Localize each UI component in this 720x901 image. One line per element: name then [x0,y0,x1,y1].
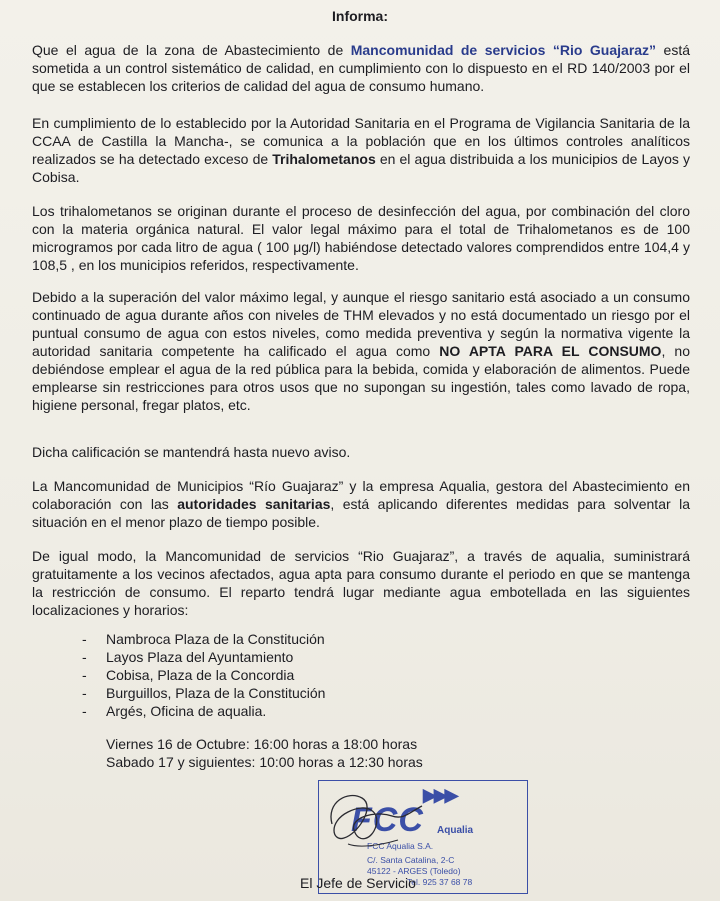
stamp-brand: Aqualia [437,825,474,836]
stamp-phone: Tel. 925 37 68 78 [407,877,473,887]
schedule-block [106,735,423,771]
paragraph-warning-a: Debido a la superación del valor máximo legal, y aunque el riesgo sanitario está asociado a un consumo continuado de agua durante años con niveles de THM elevados y no está documentado un riesgo por el puntual consumo de agua con estos niveles, como medida preventiva y según la normativa vigente la autoridad sanitaria competente ha calificado el agua como [32,289,690,359]
list-item: - Burguillos, Plaza de la Constitución [82,685,326,701]
stamp-street: C/. Santa Catalina, 2-C [367,855,455,865]
paragraph-warning [32,288,690,414]
location-list [82,630,325,720]
fcc-logo: FCC [351,801,424,839]
paragraph-intro-b: está sometida a un control sistemático de calidad, en cumplimiento con lo dispuesto en el RD 140/2003 por el que se establecen los criterios de calidad del agua de consumo humano. [32,42,691,94]
list-item: - Nambroca Plaza de la Constitución [82,631,325,647]
paragraph-distribution: De igual modo, la Mancomunidad de servicios “Rio Guajaraz”, a través de aqualia, suministrará gratuitamente a los vecinos afectados, agua apta para consumo durante el periodo en que se mantenga la restricción de consumo. El reparto tendrá lugar mediante agua embotellada en las siguientes localizaciones y horarios: [32,548,690,618]
location-label: Nambroca Plaza de la Constitución [106,631,325,647]
paragraph-intro-a: Que el agua de la zona de Abastecimiento de [32,42,351,58]
page-title: Informa: [332,8,388,24]
schedule-friday: Viernes 16 de Octubre: 16:00 horas a 18:00 horas [106,736,418,752]
paragraph-measures [32,477,690,531]
autoridades-bold: autoridades sanitarias [177,496,331,512]
list-item: - Layos Plaza del Ayuntamiento [82,649,294,665]
handwritten-signature-icon [318,782,438,862]
trihalometanos-bold: Trihalometanos [272,151,376,167]
paragraph-until-notice: Dicha calificación se mantendrá hasta nuevo aviso. [32,444,351,460]
paragraph-measures-b: , está aplicando diferentes medidas para solventar la situación en el menor plazo de tiempo posible. [32,496,690,530]
list-item: - Argés, Oficina de aqualia. [82,703,267,719]
location-label: Layos Plaza del Ayuntamiento [106,649,294,665]
organization-name: Mancomunidad de servicios “Rio Guajaraz” [350,42,657,58]
location-label: Burguillos, Plaza de la Constitución [106,685,326,701]
location-label: Argés, Oficina de aqualia. [106,703,267,719]
paragraph-detection [32,114,690,186]
paragraph-intro [32,41,690,95]
no-apta-bold: NO APTA PARA EL CONSUMO [439,343,662,359]
paragraph-detection-a: En cumplimiento de lo establecido por la Autoridad Sanitaria en el Programa de Vigilancia Sanitaria de la CCAA de Castilla la Mancha-, se comunica a la población que en los últimos controles analíticos realizados se ha detectado exceso de [32,115,690,167]
stamp-company: FCC Aqualia S.A. [367,841,434,851]
schedule-saturday: Sabado 17 y siguientes: 10:00 horas a 12:30 horas [106,754,423,770]
signature-label: El Jefe de Servicio [300,875,416,891]
arrows-icon: ▶▶▶ [423,785,456,805]
location-label: Cobisa, Plaza de la Concordia [106,667,295,683]
paragraph-explanation: Los trihalometanos se originan durante el proceso de desinfección del agua, por combinación del cloro con la materia orgánica natural. El valor legal máximo para el total de Trihalometanos es de 100 microgramos por cada litro de agua ( 100 μg/l) habiéndose detectado valores comprendidos entre 104,4 y 108,5 , en los municipios referidos, respectivamente. [32,203,690,273]
paragraph-detection-b: en el agua distribuida a los municipios de Layos y Cobisa. [32,151,691,185]
paragraph-warning-b: , no debiéndose emplear el agua de la red pública para la bebida, comida y elaboración de alimentos. Puede emplearse sin restricciones para otros usos que no supongan su ingestión, tales como lavado de ropa, higiene personal, fregar platos, etc. [32,343,690,413]
list-item: - Cobisa, Plaza de la Concordia [82,667,295,683]
stamp-city: 45122 - ARGES (Toledo) [367,866,461,876]
paragraph-measures-a: La Mancomunidad de Municipios “Río Guajaraz” y la empresa Aqualia, gestora del Abastecimiento en colaboración con las [32,478,690,512]
